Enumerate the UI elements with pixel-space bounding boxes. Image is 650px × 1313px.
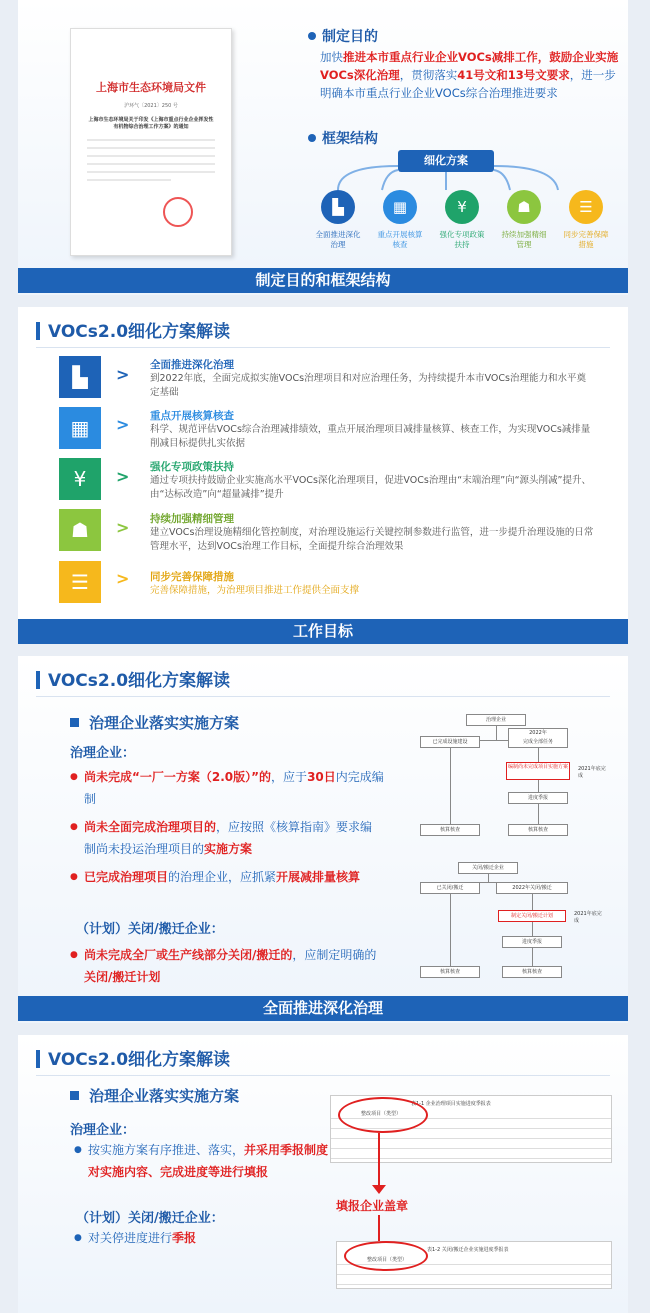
framework-heading: 框架结构 [308,128,378,148]
label-relocation: （计划）关闭/搬迁企业： [76,922,224,937]
team-icon: ☗ [507,190,541,224]
row-desc: 完善保障措施，为治理项目推进工作提供全面支撑 [150,585,360,596]
checklist-icon: ☰ [569,190,603,224]
flow-right3: 2022年关闭/搬迁 [496,882,568,894]
flow-top2: 关闭/搬迁企业 [458,862,518,874]
label-relocation: （计划）关闭/搬迁企业： [76,1211,224,1226]
document-image [70,28,232,256]
label-enterprise: 治理企业： [70,1123,136,1138]
highlight-ring [338,1097,428,1133]
row-title: 全面推进深化治理 [150,359,234,371]
seal-icon [163,197,193,227]
yuan-icon: ¥ [59,458,101,500]
flow-mid2: 进度季报 [502,936,562,948]
calculator-icon: ▦ [59,407,101,449]
row-desc: 建立VOCs治理设施精细化管控制度，对治理设施运行关键控制参数进行监管，进一步提升治理设施的日常管理水平，达到VOCs治理工作目标，全面提升综合治理效果 [150,527,594,552]
calculator-icon: ▦ [383,190,417,224]
table1-title: 表1-1 企业治理项目实施进度季报表 [411,1101,491,1107]
panel-purpose [18,0,628,295]
label-enterprise: 治理企业： [70,746,136,761]
section-title: VOCs2.0细化方案解读 [36,1045,230,1070]
banner-deep-treatment: 全面推进深化治理 [18,996,628,1021]
factory-icon: ▙ [59,356,101,398]
section-title: VOCs2.0细化方案解读 [36,666,230,691]
doc-title: 上海市生态环境局关于印发《上海市重点行业企业挥发性有机物综合治理工作方案》的通知 [88,117,214,130]
framework-item-3: 强化专项政策扶持 [439,230,485,249]
flow-year: 2022年 完成全部任务 [508,728,568,748]
panel-goals [18,307,628,644]
team-icon: ☗ [59,509,101,551]
chevron-right-icon: > [116,467,130,486]
table2-head: 整改项目（类型） [367,1257,408,1263]
factory-icon: ▙ [321,190,355,224]
doc-number: 沪环气〔2021〕250 号 [124,103,178,109]
chevron-right-icon: > [116,365,130,384]
chevron-right-icon: > [116,518,130,537]
flow-left2: 核算核查 [420,824,480,836]
row-title: 重点开展核算核查 [150,410,234,422]
flow-left4: 核算核查 [420,966,480,978]
flow-top: 治理企业 [466,714,526,726]
row-title: 强化专项政策扶持 [150,461,234,473]
row-title: 持续加强精细管理 [150,513,234,525]
purpose-text: 加快推进本市重点行业企业VOCs减排工作，鼓励企业实施VOCs深化治理，贯彻落实41号文和13号文要求，进一步明确本市重点行业企业VOCs综合治理推进要求 [320,50,619,100]
doc-header: 上海市生态环境局文件 [96,81,206,94]
stamp-note: 填报企业盖章 [336,1199,409,1213]
subtitle: 治理企业落实实施方案 [70,1085,239,1106]
arrow-down-icon [372,1185,386,1194]
framework-center: 细化方案 [398,150,494,172]
row-desc: 通过专项扶持鼓励企业实施高水平VOCs深化治理项目，促进VOCs治理由“末端治理”向“源头削减”提升、由“达标改造”向“超量减排”提升 [150,475,591,500]
panel-deep-treatment [18,656,628,1023]
flow-left3: 已关闭/搬迁 [420,882,480,894]
row-desc: 到2022年底，全面完成拟实施VOCs治理项目和对应治理任务，为持续提升本市VOCs治理能力和水平奠定基础 [150,373,586,398]
row-desc: 科学、规范评估VOCs综合治理减排绩效，重点开展治理项目减排量核算、核查工作，为实现VOCs减排量削减目标提供扎实依据 [150,424,591,449]
flow-right4: 核算核查 [502,966,562,978]
table2-title: 表1-2 关闭/搬迁企业实施进度季报表 [427,1247,509,1253]
banner-purpose: 制定目的和框架结构 [18,268,628,293]
yuan-icon: ¥ [445,190,479,224]
framework-item-5: 同步完善保障措施 [563,230,609,249]
panel-reporting [18,1035,628,1313]
table1-head: 整改项目（类型） [361,1111,402,1117]
flow-side1: 2021年底完成 [578,766,606,779]
flow-red1: 编制尚未完成项目实施方案 [506,762,570,780]
flow-side2: 2021年底完成 [574,911,602,924]
bullet-1: ● 按实施方案有序推进、落实，并采用季报制度对实施内容、完成进度等进行填报 [88,1139,338,1183]
chevron-right-icon: > [116,569,130,588]
checklist-icon: ☰ [59,561,101,603]
highlight-ring [344,1241,428,1271]
framework-item-4: 持续加强精细管理 [501,230,547,249]
banner-goals: 工作目标 [18,619,628,644]
row-title: 同步完善保障措施 [150,571,234,583]
framework-connector [318,160,618,192]
framework-item-2: 重点开展核算核查 [377,230,423,249]
bullet-3: ● 已完成治理项目的治理企业，应抓紧开展减排量核算 [84,866,384,888]
framework-item-1: 全面推进深化治理 [315,230,361,249]
section-title: VOCs2.0细化方案解读 [36,317,230,342]
flow-red2: 制定关闭/搬迁计划 [498,910,566,922]
bullet-2: ● 对关停进度进行季报 [88,1227,338,1249]
bullet-4: ● 尚未完成全厂或生产线部分关闭/搬迁的，应制定明确的关闭/搬迁计划 [84,944,384,988]
chevron-right-icon: > [116,415,130,434]
bullet-2: ● 尚未全面完成治理项目的，应按照《核算指南》要求编制尚未投运治理项目的实施方案 [84,816,384,860]
flow-right2: 核算核查 [508,824,568,836]
flow-mid1: 进度季报 [508,792,568,804]
subtitle: 治理企业落实实施方案 [70,712,239,733]
bullet-1: ● 尚未完成“一厂一方案（2.0版）”的，应于30日内完成编制 [84,766,384,810]
purpose-heading: 制定目的 [308,26,378,46]
flow-left1: 已完成设施建设 [420,736,480,748]
